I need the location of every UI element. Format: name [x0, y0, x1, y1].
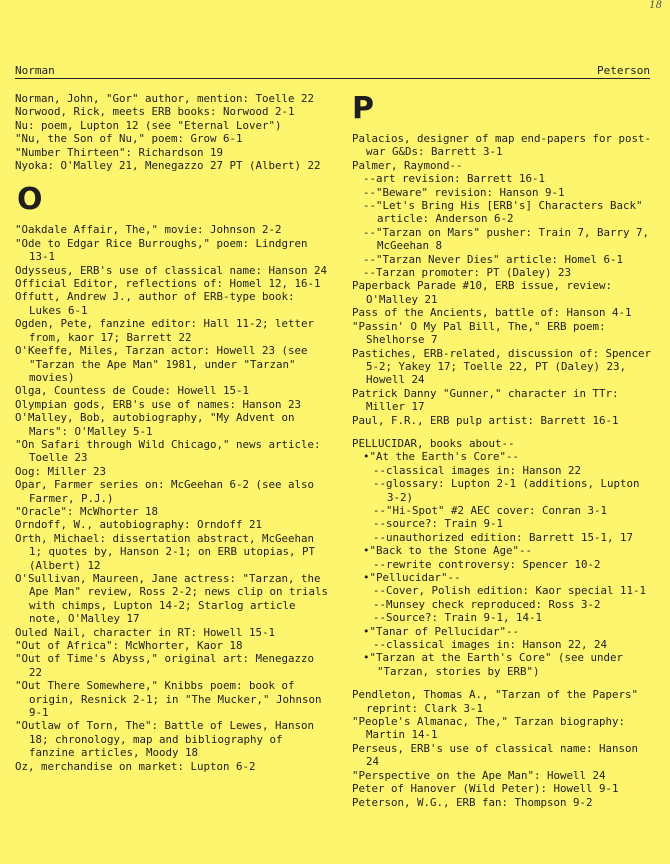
section-letter-o: O — [17, 182, 43, 218]
index-entry: Orndoff, W., autobiography: Orndoff 21 — [15, 518, 263, 532]
index-entry: Peter of Hanover (Wild Peter): Howell 9-1 — [352, 782, 619, 796]
sub-entry: --Tarzan promoter: PT (Daley) 23 — [363, 266, 572, 280]
pellucidar-heading: PELLUCIDAR, books about-- — [352, 436, 515, 450]
index-entry: Nyoka: O'Malley 21, Menegazzo 27 PT (Albert) 22 — [15, 159, 321, 173]
index-entry: Paperback Parade #10, ERB issue, review: O'Malley 21 — [352, 279, 613, 306]
header-last-entry: Peterson — [597, 64, 650, 77]
index-entry: "Oracle": McWhorter 18 — [15, 504, 159, 518]
index-entry: Peterson, W.G., ERB fan: Thompson 9-2 — [352, 795, 593, 809]
sub-entry: --Cover, Polish edition: Kaor special 11-1 — [373, 584, 647, 598]
index-entry: Offutt, Andrew J., author of ERB-type book: Lukes 6-1 — [15, 290, 295, 317]
index-entry: Paul, F.R., ERB pulp artist: Barrett 16-1 — [352, 413, 619, 427]
index-entry: Pastiches, ERB-related, discussion of: Spencer 5-2; Yakey 17; Toelle 22, PT (Daley) 23, Howell 24 — [352, 346, 652, 387]
sub-entry: --Munsey check reproduced: Ross 3-2 — [373, 597, 601, 611]
index-entry: Oz, merchandise on market: Lupton 6-2 — [15, 759, 256, 773]
index-entry: Ouled Nail, character in RT: Howell 15-1 — [15, 625, 276, 639]
index-entry: "Outlaw of Torn, The": Battle of Lewes, Hanson 18; chronology, map and bibliography of fanzine articles, Moody 18 — [15, 719, 315, 760]
index-entry: Palacios, designer of map end-papers for post-war G&Ds: Barrett 3-1 — [352, 132, 652, 159]
index-entry: O'Malley, Bob, autobiography, "My Advent on Mars": O'Malley 5-1 — [15, 411, 295, 438]
index-entry: Opar, Farmer series on: McGeehan 6-2 (see also Farmer, P.J.) — [15, 478, 315, 505]
sub-entry: --Source?: Train 9-1, 14-1 — [373, 611, 543, 625]
running-head — [15, 60, 650, 79]
index-entry: "On Safari through Wild Chicago," news article: Toelle 23 — [15, 437, 321, 465]
index-entry: "Number Thirteen": Richardson 19 — [15, 145, 224, 159]
index-entry: Olga, Countess de Coude: Howell 15-1 — [15, 384, 250, 398]
index-entry: Norwood, Rick, meets ERB books: Norwood 2-1 — [15, 105, 295, 119]
index-entry: "Out of Time's Abyss," original art: Menegazzo 22 — [15, 652, 315, 679]
sub-entry: --source?: Train 9-1 — [373, 517, 504, 531]
spacer — [352, 427, 652, 437]
sub-entry: --"Tarzan Never Dies" article: Homel 6-1 — [363, 252, 624, 266]
header-first-entry: Norman — [15, 64, 55, 77]
index-column-right — [352, 92, 652, 809]
index-entry: Orth, Michael: dissertation abstract, McGeehan 1; quotes by, Hanson 2-1; on ERB utopias, PT (Albert) 12 — [15, 531, 316, 572]
sub-entry: --"Tarzan on Mars" pusher: Train 7, Barry 7, McGeehan 8 — [363, 225, 650, 253]
index-entry: Pendleton, Thomas A., "Tarzan of the Papers" reprint: Clark 3-1 — [352, 688, 639, 715]
index-entry: Odysseus, ERB's use of classical name: Hanson 24 — [15, 263, 328, 277]
index-entry: "Nu, the Son of Nu," poem: Grow 6-1 — [15, 132, 243, 146]
index-entry: "Passin' O My Pal Bill, The," ERB poem: Shelhorse 7 — [352, 319, 606, 347]
index-column-left — [15, 92, 330, 773]
book-title: •"Tarzan at the Earth's Core" (see under "Tarzan, stories by ERB") — [363, 651, 624, 678]
index-entry: Pass of the Ancients, battle of: Hanson 4-1 — [352, 306, 632, 320]
sub-entry: --glossary: Lupton 2-1 (additions, Lupton 3-2) — [373, 477, 640, 504]
palmer-heading: Palmer, Raymond-- — [352, 158, 463, 172]
index-entry: Olympian gods, ERB's use of names: Hanson 23 — [15, 397, 302, 411]
section-letter-p: P — [352, 91, 374, 126]
sub-entry: --rewrite controversy: Spencer 10-2 — [373, 557, 601, 571]
sub-entry: --unauthorized edition: Barrett 15-1, 17 — [373, 530, 634, 544]
sub-entry: --classical images in: Hanson 22, 24 — [373, 638, 608, 652]
index-entry: Nu: poem, Lupton 12 (see "Eternal Lover") — [15, 118, 282, 132]
sub-entry: --art revision: Barrett 16-1 — [363, 172, 546, 186]
sub-entry: --"Hi-Spot" #2 AEC cover: Conran 3-1 — [373, 503, 608, 517]
sub-entry: --"Beware" revision: Hanson 9-1 — [363, 185, 565, 199]
page-number: 18 — [649, 0, 662, 11]
index-entry: "Oakdale Affair, The," movie: Johnson 2-2 — [15, 223, 282, 237]
index-entry: O'Keeffe, Miles, Tarzan actor: Howell 23 (see "Tarzan the Ape Man" 1981, under "Tarzan" movies) — [15, 344, 308, 384]
index-entry: Perseus, ERB's use of classical name: Hanson 24 — [352, 741, 639, 769]
sub-entry: --"Let's Bring His [ERB's] Characters Back" article: Anderson 6-2 — [363, 199, 643, 226]
index-entry: Patrick Danny "Gunner," character in TTr: Miller 17 — [352, 386, 619, 414]
index-entry: "Ode to Edgar Rice Burroughs," poem: Lindgren 13-1 — [15, 236, 308, 264]
book-title: •"Tanar of Pellucidar"-- — [363, 624, 520, 638]
book-title: •"Back to the Stone Age"-- — [363, 544, 533, 558]
index-entry: "Out There Somewhere," Knibbs poem: book of origin, Resnick 2-1; in "The Mucker," Johnson 9-1 — [15, 679, 322, 720]
index-entry: O'Sullivan, Maureen, Jane actress: "Tarzan, the Ape Man" review, Ross 2-2; news clip on trials with chimps, Lupton 14-2; Starlog article note, O'Malley 17 — [15, 572, 329, 626]
index-entry: Oog: Miller 23 — [15, 464, 107, 478]
index-entry: "Out of Africa": McWhorter, Kaor 18 — [15, 639, 243, 653]
index-entry: Official Editor, reflections of: Homel 12, 16-1 — [15, 277, 321, 291]
sub-entry: --classical images in: Hanson 22 — [373, 463, 582, 477]
index-entry: Norman, John, "Gor" author, mention: Toelle 22 — [15, 92, 315, 105]
spacer — [352, 678, 652, 688]
index-entry: Ogden, Pete, fanzine editor: Hall 11-2; letter from, kaor 17; Barrett 22 — [15, 317, 315, 344]
index-entry: "People's Almanac, The," Tarzan biography: Martin 14-1 — [352, 715, 626, 742]
book-title: •"At the Earth's Core"-- — [363, 450, 520, 464]
index-entry: "Perspective on the Ape Man": Howell 24 — [352, 768, 606, 782]
book-title: •"Pellucidar"-- — [363, 571, 461, 584]
